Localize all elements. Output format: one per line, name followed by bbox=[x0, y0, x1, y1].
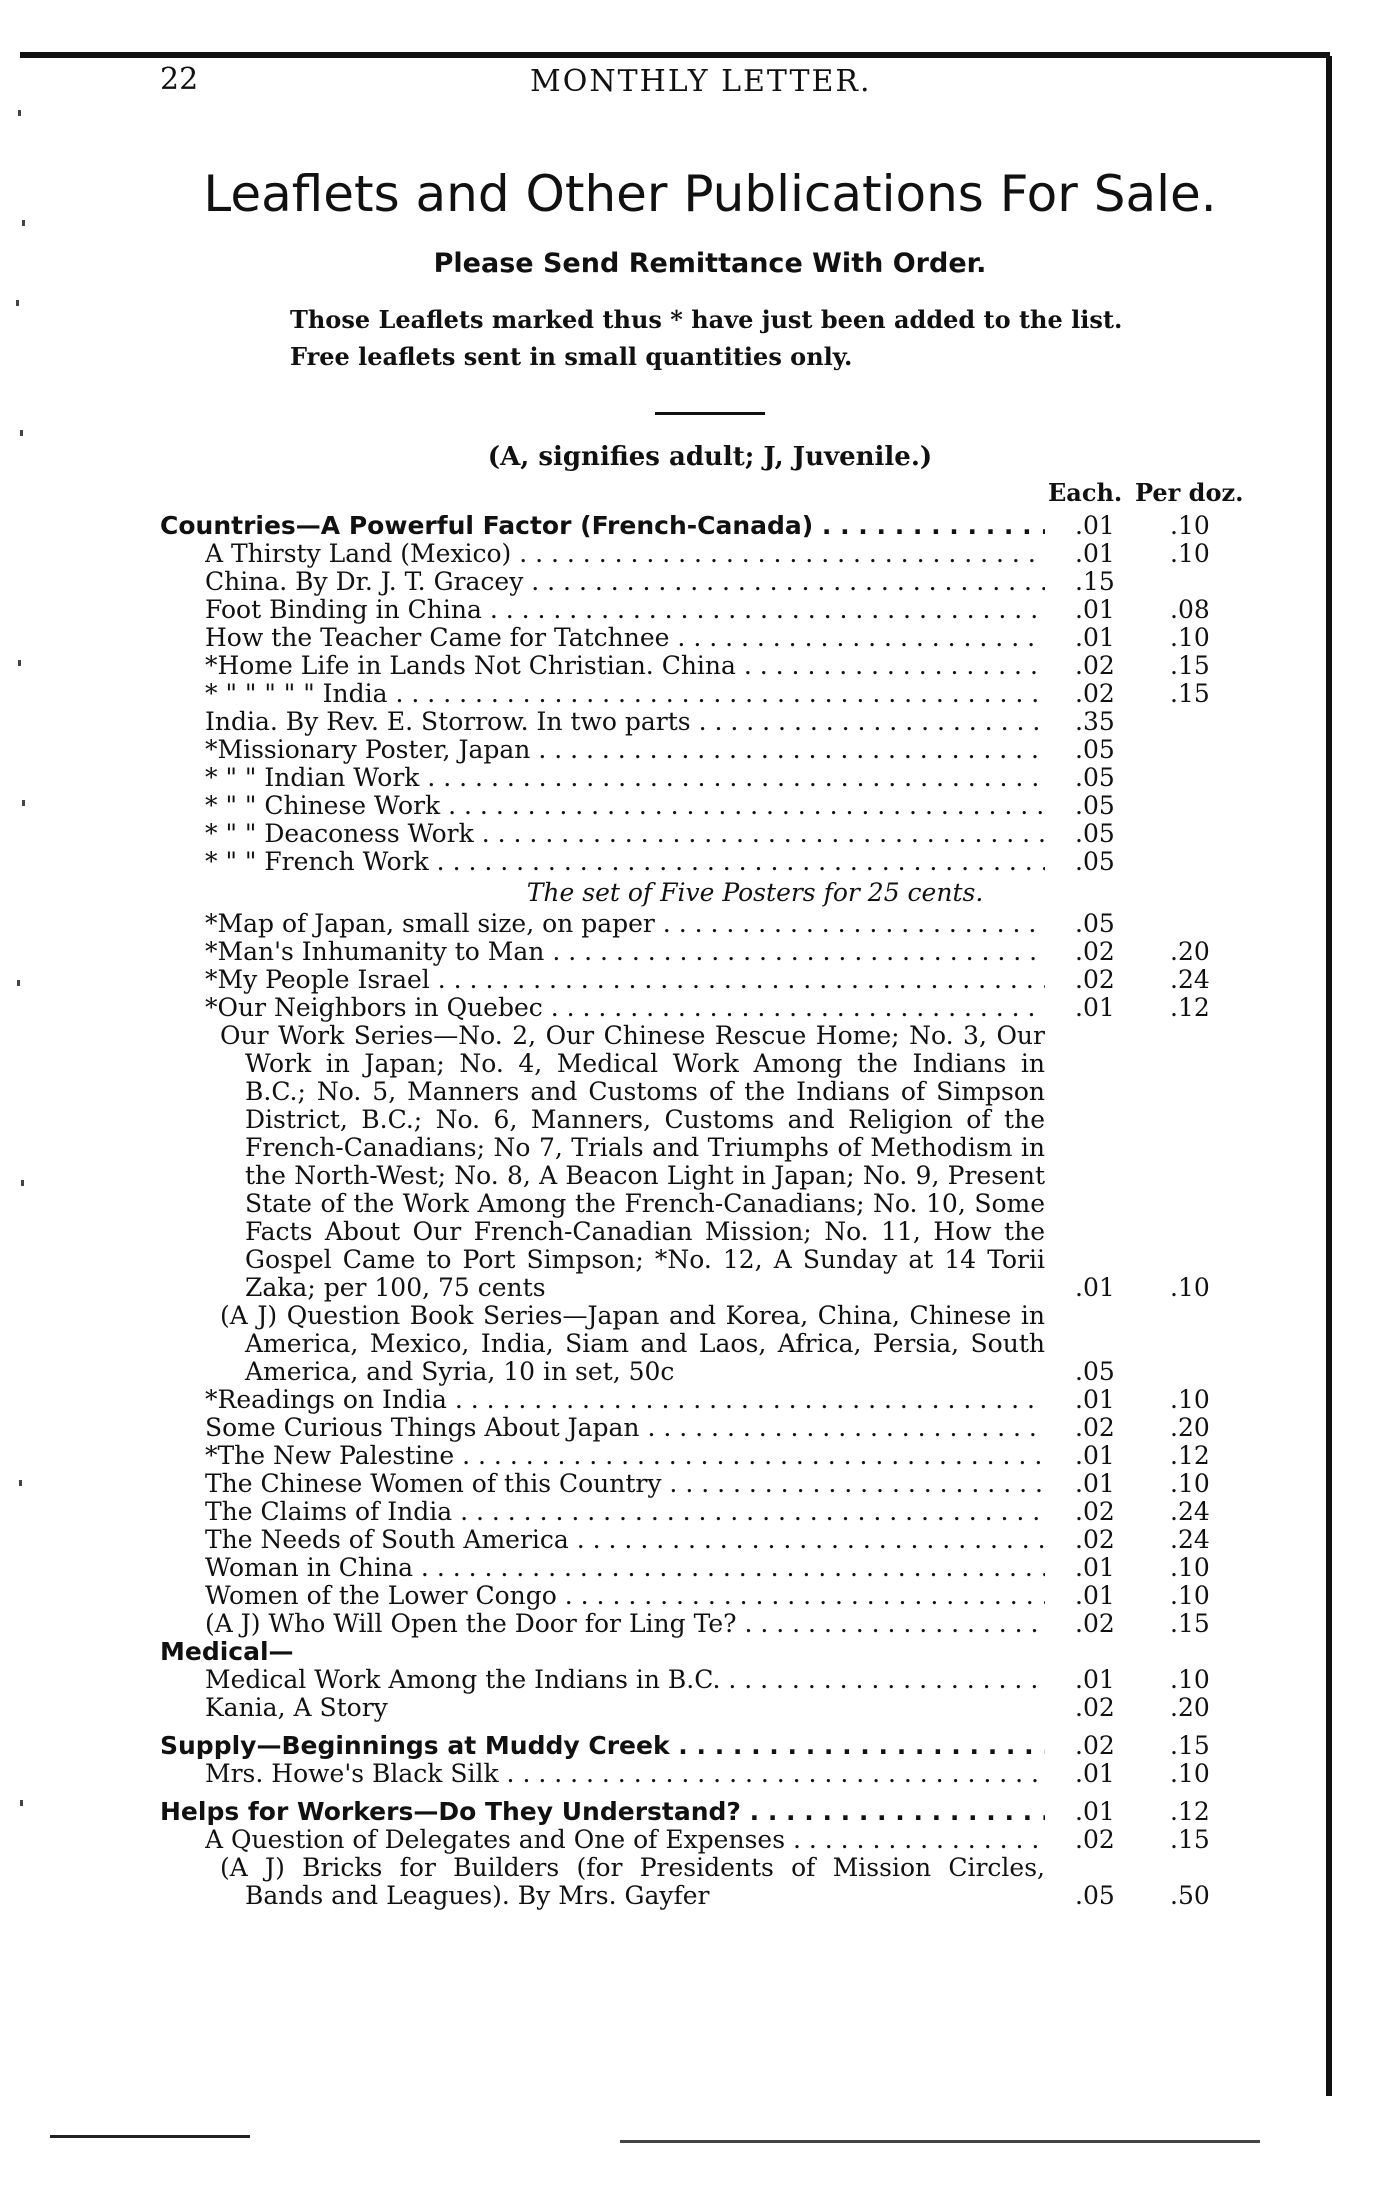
note-line-1: Those Leaflets marked thus * have just been added to the list. bbox=[290, 305, 1123, 334]
price-per-doz: .24 bbox=[1170, 1525, 1210, 1554]
item-label: *Our Neighbors in Quebec . . . bbox=[205, 994, 1045, 1022]
price-each: .01 bbox=[1075, 1581, 1115, 1610]
price-per-doz: .15 bbox=[1170, 679, 1210, 708]
price-each: .05 bbox=[1075, 791, 1115, 820]
page-header bbox=[160, 62, 1260, 102]
price-each: .05 bbox=[1075, 735, 1115, 764]
price-each: .05 bbox=[1075, 847, 1115, 876]
price-per-doz: .15 bbox=[1170, 1609, 1210, 1638]
series-entry bbox=[160, 1022, 1250, 1302]
list-item bbox=[160, 1760, 1250, 1788]
item-label: *Readings on India . . . bbox=[205, 1386, 1045, 1414]
subtitle: Please Send Remittance With Order. bbox=[433, 248, 987, 279]
item-label: How the Teacher Came for Tatchnee . . . bbox=[205, 624, 1045, 652]
price-each: .05 bbox=[1075, 909, 1115, 938]
list-item bbox=[160, 848, 1250, 876]
price-per-doz: .10 bbox=[1170, 1469, 1210, 1498]
item-label: *Home Life in Lands Not Christian. China . . . bbox=[205, 652, 1045, 680]
price-each: .05 bbox=[1075, 763, 1115, 792]
list-item bbox=[160, 1470, 1250, 1498]
item-label: Woman in China . . . bbox=[205, 1554, 1045, 1582]
list-item bbox=[160, 708, 1250, 736]
price-per-doz: .10 bbox=[1170, 1581, 1210, 1610]
price-each: .02 bbox=[1075, 1413, 1115, 1442]
item-label: *Man's Inhumanity to Man . . . bbox=[205, 938, 1045, 966]
price-each: .01 bbox=[1075, 1441, 1115, 1470]
price-each: .01 bbox=[1075, 1553, 1115, 1582]
item-label: Medical— bbox=[160, 1638, 294, 1666]
price-each: .02 bbox=[1075, 1497, 1115, 1526]
list-item bbox=[160, 820, 1250, 848]
item-label: Foot Binding in China . . . bbox=[205, 596, 1045, 624]
price-each: .05 bbox=[1075, 819, 1115, 848]
price-per-doz: .24 bbox=[1170, 965, 1210, 994]
price-per-doz: .10 bbox=[1170, 623, 1210, 652]
price-per-doz: .08 bbox=[1170, 595, 1210, 624]
page-title: Leaflets and Other Publications For Sale. bbox=[203, 165, 1217, 223]
price-per-doz: .15 bbox=[1170, 1731, 1210, 1760]
price-per-doz: .50 bbox=[1170, 1881, 1210, 1910]
column-header-each: Each. bbox=[1048, 478, 1123, 507]
right-border-rule bbox=[1326, 56, 1332, 2096]
item-label: (A J) Who Will Open the Door for Ling Te? . . . bbox=[205, 1610, 1045, 1638]
center-divider bbox=[655, 412, 765, 415]
left-margin-specks bbox=[8, 100, 48, 2000]
item-label: Mrs. Howe's Black Silk . . . bbox=[205, 1760, 1045, 1788]
section-heading-medical bbox=[160, 1638, 1250, 1666]
item-label: Countries—A Powerful Factor (French-Canada) . . . bbox=[160, 512, 1045, 540]
list-item bbox=[160, 568, 1250, 596]
list-item bbox=[160, 1498, 1250, 1526]
price-per-doz: .24 bbox=[1170, 1497, 1210, 1526]
item-label: Medical Work Among the Indians in B.C. . . . bbox=[205, 1666, 1045, 1694]
price-each: .02 bbox=[1075, 965, 1115, 994]
price-each: .05 bbox=[1075, 1357, 1115, 1386]
price-per-doz: .10 bbox=[1170, 1553, 1210, 1582]
price-each: .01 bbox=[1075, 539, 1115, 568]
price-per-doz: .20 bbox=[1170, 1413, 1210, 1442]
price-each: .01 bbox=[1075, 595, 1115, 624]
item-label: Helps for Workers—Do They Understand? . . . bbox=[160, 1798, 1045, 1826]
price-per-doz: .20 bbox=[1170, 937, 1210, 966]
price-per-doz: .12 bbox=[1170, 1797, 1210, 1826]
item-label: Some Curious Things About Japan . . . bbox=[205, 1414, 1045, 1442]
price-each: .05 bbox=[1075, 1881, 1115, 1910]
price-each: .02 bbox=[1075, 679, 1115, 708]
publication-list bbox=[160, 512, 1250, 1910]
list-item bbox=[160, 1386, 1250, 1414]
list-item bbox=[160, 596, 1250, 624]
list-item bbox=[160, 1442, 1250, 1470]
list-item bbox=[160, 540, 1250, 568]
list-item bbox=[160, 1610, 1250, 1638]
price-each: .02 bbox=[1075, 937, 1115, 966]
price-each: .15 bbox=[1075, 567, 1115, 596]
price-per-doz: .10 bbox=[1170, 1385, 1210, 1414]
price-per-doz: .12 bbox=[1170, 993, 1210, 1022]
note-line-2: Free leaflets sent in small quantities only. bbox=[290, 342, 853, 371]
list-item bbox=[160, 1414, 1250, 1442]
item-label: The Chinese Women of this Country . . . bbox=[205, 1470, 1045, 1498]
price-each: .01 bbox=[1075, 1665, 1115, 1694]
item-label: The Needs of South America . . . bbox=[205, 1526, 1045, 1554]
list-item bbox=[160, 792, 1250, 820]
item-label: The Claims of India . . . bbox=[205, 1498, 1045, 1526]
price-each: .35 bbox=[1075, 707, 1115, 736]
page-number: 22 bbox=[160, 62, 199, 97]
price-each: .01 bbox=[1075, 511, 1115, 540]
list-item bbox=[160, 1798, 1250, 1826]
item-label: Women of the Lower Congo . . . bbox=[205, 1582, 1045, 1610]
column-header-per-doz: Per doz. bbox=[1135, 478, 1244, 507]
price-each: .02 bbox=[1075, 1825, 1115, 1854]
price-per-doz: .15 bbox=[1170, 1825, 1210, 1854]
item-label: * " " French Work . . . bbox=[205, 848, 1045, 876]
bottom-rule-left bbox=[50, 2135, 250, 2138]
price-per-doz: .10 bbox=[1170, 1759, 1210, 1788]
item-label: * " " Chinese Work . . . bbox=[205, 792, 1045, 820]
price-per-doz: .20 bbox=[1170, 1693, 1210, 1722]
item-label: China. By Dr. J. T. Gracey . . . bbox=[205, 568, 1045, 596]
price-each: .01 bbox=[1075, 1759, 1115, 1788]
price-each: .02 bbox=[1075, 1731, 1115, 1760]
bottom-rule-right bbox=[620, 2140, 1260, 2143]
price-each: .02 bbox=[1075, 1525, 1115, 1554]
list-item bbox=[160, 1582, 1250, 1610]
item-label: Kania, A Story bbox=[205, 1694, 388, 1722]
item-label: * " " " " " India . . . bbox=[205, 680, 1045, 708]
question-book-description: (A J) Question Book Series—Japan and Korea, China, Chinese in America, Mexico, India, Siam and Laos, Africa, Persia, South America, and Syria, 10 in set, 50c bbox=[220, 1301, 1045, 1386]
posters-note: The set of Five Posters for 25 cents. bbox=[526, 878, 984, 907]
list-item bbox=[160, 1666, 1250, 1694]
item-label: *Missionary Poster, Japan . . . bbox=[205, 736, 1045, 764]
list-item bbox=[160, 652, 1250, 680]
price-per-doz: .15 bbox=[1170, 651, 1210, 680]
item-label: *My People Israel . . . bbox=[205, 966, 1045, 994]
list-item bbox=[160, 764, 1250, 792]
legend: (A, signifies adult; J, Juvenile.) bbox=[487, 442, 933, 472]
list-item bbox=[160, 910, 1250, 938]
item-label: *Map of Japan, small size, on paper . . . bbox=[205, 910, 1045, 938]
top-border-rule bbox=[20, 52, 1330, 58]
bricks-description: (A J) Bricks for Builders (for Presidents of Mission Circles, Bands and Leagues). By Mrs. Gayfer bbox=[220, 1853, 1045, 1910]
item-label: * " " Indian Work . . . bbox=[205, 764, 1045, 792]
series-description: Our Work Series—No. 2, Our Chinese Rescue Home; No. 3, Our Work in Japan; No. 4, Medical Work Among the Indians in B.C.; No. 5, Manners and Customs of the Indians of Simpson District, B.C.; No. 6, Manners, Customs and Religion of the French-Canadians; No 7, Trials and Triumphs of Methodism in the North-West; No. 8, A Beacon Light in Japan; No. 9, Present State of the Work Among the French-Canadians; No. 10, Some Facts About Our French-Canadian Mission; No. 11, How the Gospel Came to Port Simpson; *No. 12, A Sunday at 14 Torii Zaka; per 100, 75 cents bbox=[220, 1021, 1045, 1302]
price-each: .01 bbox=[1075, 993, 1115, 1022]
bricks-entry bbox=[160, 1854, 1250, 1910]
price-each: .01 bbox=[1075, 1273, 1115, 1302]
list-item bbox=[160, 1526, 1250, 1554]
price-each: .01 bbox=[1075, 1385, 1115, 1414]
price-per-doz: .10 bbox=[1170, 539, 1210, 568]
price-each: .02 bbox=[1075, 1609, 1115, 1638]
item-label: A Question of Delegates and One of Expenses . . . bbox=[205, 1826, 1045, 1854]
price-per-doz: .10 bbox=[1170, 511, 1210, 540]
item-label: India. By Rev. E. Storrow. In two parts . . . bbox=[205, 708, 1045, 736]
list-item bbox=[160, 680, 1250, 708]
price-each: .01 bbox=[1075, 1469, 1115, 1498]
item-label: A Thirsty Land (Mexico) . . . bbox=[205, 540, 1045, 568]
list-item bbox=[160, 736, 1250, 764]
price-each: .01 bbox=[1075, 623, 1115, 652]
question-book-entry bbox=[160, 1302, 1250, 1386]
list-item bbox=[160, 1554, 1250, 1582]
price-each: .01 bbox=[1075, 1797, 1115, 1826]
list-item bbox=[160, 1732, 1250, 1760]
price-per-doz: .10 bbox=[1170, 1273, 1210, 1302]
list-item bbox=[160, 624, 1250, 652]
item-label: *The New Palestine . . . bbox=[205, 1442, 1045, 1470]
price-each: .02 bbox=[1075, 1693, 1115, 1722]
list-item bbox=[160, 512, 1250, 540]
running-title: MONTHLY LETTER. bbox=[530, 64, 872, 99]
price-each: .02 bbox=[1075, 651, 1115, 680]
list-item bbox=[160, 994, 1250, 1022]
list-item bbox=[160, 1694, 1250, 1722]
price-per-doz: .10 bbox=[1170, 1665, 1210, 1694]
list-item bbox=[160, 938, 1250, 966]
item-label: Supply—Beginnings at Muddy Creek . . . bbox=[160, 1732, 1045, 1760]
list-item bbox=[160, 966, 1250, 994]
price-per-doz: .12 bbox=[1170, 1441, 1210, 1470]
list-item bbox=[160, 1826, 1250, 1854]
item-label: * " " Deaconess Work . . . bbox=[205, 820, 1045, 848]
